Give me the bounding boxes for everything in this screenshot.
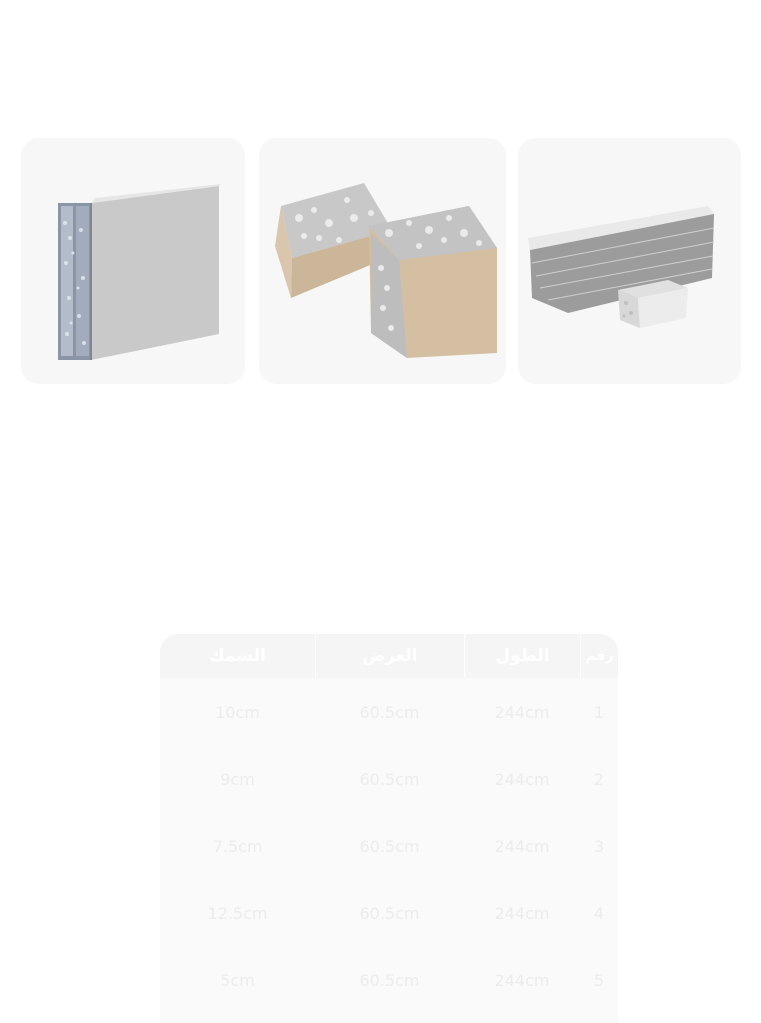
table-row (160, 678, 618, 745)
cell-thickness: 12.5cm (207, 904, 268, 923)
spec-table (160, 634, 618, 1023)
foam-core-blocks-icon (259, 138, 506, 384)
header-length: الطول (464, 634, 580, 678)
cell-width: 60.5cm (359, 904, 420, 923)
cell-length: 244cm (494, 703, 550, 722)
cell-number: 5 (593, 971, 605, 990)
product-card-wall-panel[interactable] (21, 138, 245, 384)
header-thickness: السمك (209, 646, 266, 666)
cell-thickness: 7.5cm (212, 837, 263, 856)
table-row (160, 879, 618, 946)
cell-number: 2 (593, 770, 605, 789)
cell-width: 60.5cm (359, 770, 420, 789)
cell-length: 244cm (494, 770, 550, 789)
cell-thickness: 9cm (220, 770, 255, 789)
panel-wall-icon (21, 138, 245, 384)
cell-number: 3 (593, 837, 605, 856)
product-card-foam-blocks[interactable] (259, 138, 506, 384)
cell-width: 60.5cm (359, 971, 420, 990)
panel-stack-icon (518, 138, 741, 384)
table-row (160, 745, 618, 812)
cell-length: 244cm (494, 904, 550, 923)
cell-width: 60.5cm (359, 703, 420, 722)
table-row (160, 946, 618, 1013)
cell-length: 244cm (494, 837, 550, 856)
header-number: رقم (580, 634, 618, 678)
cell-length: 244cm (494, 971, 550, 990)
product-gallery (21, 138, 741, 384)
cell-number: 4 (593, 904, 605, 923)
product-card-panel-stack[interactable] (518, 138, 741, 384)
cell-number: 1 (593, 703, 605, 722)
table-row (160, 812, 618, 879)
cell-thickness: 5cm (220, 971, 255, 990)
cell-width: 60.5cm (359, 837, 420, 856)
table-header (160, 634, 618, 678)
header-width: العرض (315, 634, 464, 678)
cell-thickness: 10cm (215, 703, 260, 722)
